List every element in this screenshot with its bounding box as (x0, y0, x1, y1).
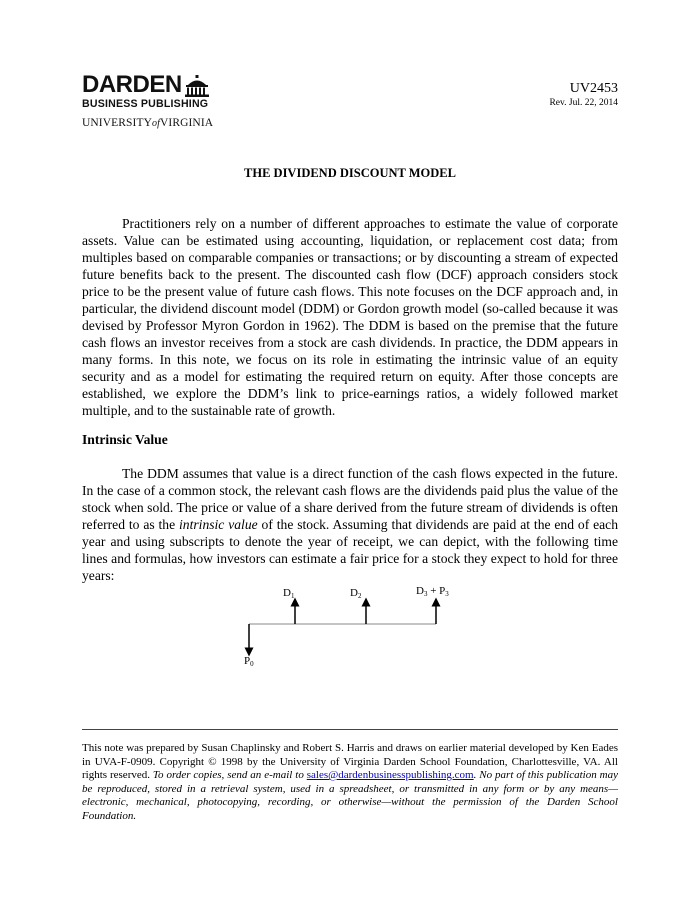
cash-flow-timeline (0, 580, 700, 675)
p0-label: P0 (244, 655, 254, 668)
document-id (549, 81, 618, 109)
logo-subtitle: BUSINESS PUBLISHING (82, 98, 209, 110)
logo-wordmark: DARDEN (82, 71, 182, 98)
d2-label: D2 (350, 587, 362, 600)
d3-p3-label: D3 + P3 (416, 585, 449, 598)
d1-label: D1 (283, 587, 295, 600)
footnote: This note was prepared by Susan Chaplinsky and Robert S. Harris and draws on earlier material developed by Ken Eades in UVA-F-0909. Copyright © 1998 by the University of Virginia Darden School Foundation, Charlottesville, VA. All rights reserved. To order copies, send an e-mail to sales@dardenbusinesspublishing.com. No part of this publication may be reproduced, stored in a retrieval system, used in a spreadsheet, or transmitted in any form or by any means—electronic, mechanical, photocopying, recording, or otherwise—without the permission of the Darden School Foundation. (82, 742, 618, 822)
intro-paragraph: Practitioners rely on a number of different approaches to estimate the value of corporate assets. Value can be estimated using accounting, liquidation, or replacement cost data; from multiples based on comparable companies or transactions; or by discounting a stream of expected future benefits back to the present. The discounted cash flow (DCF) approach considers stock price to be the present value of future cash flows. This note focuses on the DCF approach and, in particular, the dividend discount model (DDM) or Gordon growth model (so-called because it was devised by Professor Myron Gordon in 1962). The DDM is based on the premise that the future cash flows an investor receives from a stock are cash dividends. In practice, the DDM appears in many forms. In this note, we focus on its role in estimating the intrinsic value of an equity security and as a model for estimating the required return on equity. After those concepts are established, we explore the DDM’s link to price-earnings ratios, a widely followed market multiple, and to the sustainable rate of growth. (82, 216, 618, 418)
footnote-divider (82, 729, 618, 730)
document-number: UV2453 (569, 81, 618, 96)
rotunda-icon (185, 75, 209, 97)
section-heading: Intrinsic Value (82, 432, 168, 447)
darden-logo (82, 73, 212, 129)
revision-date: Rev. Jul. 22, 2014 (549, 98, 618, 108)
document-title: THE DIVIDEND DISCOUNT MODEL (244, 166, 456, 180)
university-name: UNIVERSITYofVIRGINIA (82, 117, 214, 129)
order-email-link[interactable]: sales@dardenbusinesspublishing.com (306, 769, 474, 781)
intrinsic-value-paragraph: The DDM assumes that value is a direct function of the cash flows expected in the future. In the case of a common stock, the relevant cash flows are the dividends paid plus the value of the stock when sold. The price or value of a share derived from the future stream of dividends is often referred to as the intrinsic value of the stock. Assuming that dividends are paid at the end of each year and using subscripts to denote the year of receipt, we can depict, with the following time lines and formulas, how investors can estimate a fair price for a stock they expect to hold for three years: (82, 466, 619, 583)
